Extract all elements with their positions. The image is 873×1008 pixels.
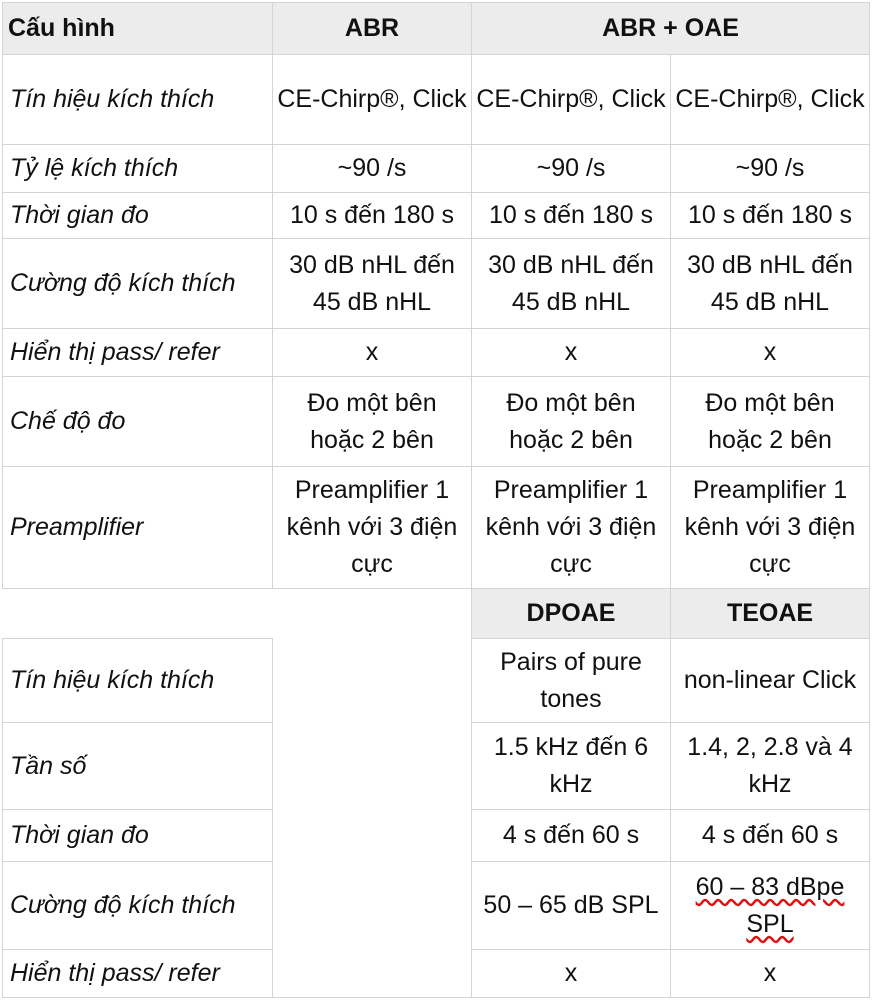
- table-cell: CE-Chirp®, Click: [273, 55, 472, 145]
- table-cell: x: [671, 329, 870, 377]
- table-cell: 10 s đến 180 s: [472, 193, 671, 239]
- table-cell: Pairs of pure tones: [472, 639, 671, 723]
- table-cell: non-linear Click: [671, 639, 870, 723]
- table-cell: Đo một bên hoặc 2 bên: [671, 377, 870, 467]
- empty-cell: [273, 862, 472, 950]
- row-label: Cường độ kích thích: [3, 239, 273, 329]
- row-label: Chế độ đo: [3, 377, 273, 467]
- table-cell: 1.5 kHz đến 6 kHz: [472, 723, 671, 810]
- table-cell: 30 dB nHL đến 45 dB nHL: [273, 239, 472, 329]
- table-cell: 30 dB nHL đến 45 dB nHL: [671, 239, 870, 329]
- table-cell: Preamplifier 1 kênh với 3 điện cực: [273, 467, 472, 589]
- table-cell: ~90 /s: [671, 145, 870, 193]
- header-row: [3, 3, 870, 55]
- table-cell: CE-Chirp®, Click: [671, 55, 870, 145]
- header-config: Cấu hình: [3, 3, 273, 55]
- header-teoae: TEOAE: [671, 589, 870, 639]
- table-row: [3, 723, 870, 810]
- table-row: [3, 193, 870, 239]
- table-cell: ~90 /s: [472, 145, 671, 193]
- table-cell: x: [472, 329, 671, 377]
- row-label: Tín hiệu kích thích: [3, 55, 273, 145]
- table-cell: 1.4, 2, 2.8 và 4 kHz: [671, 723, 870, 810]
- table-cell: 30 dB nHL đến 45 dB nHL: [472, 239, 671, 329]
- empty-cell: [273, 589, 472, 639]
- table-row: [3, 377, 870, 467]
- empty-cell: [273, 950, 472, 998]
- row-label: Tín hiệu kích thích: [3, 639, 273, 723]
- table-row: [3, 145, 870, 193]
- table-cell: 4 s đến 60 s: [472, 810, 671, 862]
- table-cell: ~90 /s: [273, 145, 472, 193]
- row-label: Thời gian đo: [3, 810, 273, 862]
- row-label: Hiển thị pass/ refer: [3, 329, 273, 377]
- table-row: [3, 329, 870, 377]
- table-row: [3, 239, 870, 329]
- table-cell: x: [273, 329, 472, 377]
- table-cell: Đo một bên hoặc 2 bên: [273, 377, 472, 467]
- empty-cell: [273, 723, 472, 810]
- spellcheck-marked-text: 60 – 83 dBpe SPL: [695, 872, 845, 938]
- row-label: Tỷ lệ kích thích: [3, 145, 273, 193]
- table-row: [3, 55, 870, 145]
- row-label: Thời gian đo: [3, 193, 273, 239]
- table-row: [3, 950, 870, 998]
- table-cell: Preamplifier 1 kênh với 3 điện cực: [472, 467, 671, 589]
- table-row: [3, 467, 870, 589]
- empty-cell: [3, 589, 273, 639]
- table-cell: 10 s đến 180 s: [273, 193, 472, 239]
- header-dpoae: DPOAE: [472, 589, 671, 639]
- header-abr: ABR: [273, 3, 472, 55]
- table-cell: CE-Chirp®, Click: [472, 55, 671, 145]
- row-label: Preamplifier: [3, 467, 273, 589]
- empty-cell: [273, 810, 472, 862]
- table-cell: [671, 862, 870, 950]
- table-cell: x: [671, 950, 870, 998]
- table-cell: 50 – 65 dB SPL: [472, 862, 671, 950]
- row-label: Tần số: [3, 723, 273, 810]
- table-cell: Đo một bên hoặc 2 bên: [472, 377, 671, 467]
- oae-header-row: [3, 589, 870, 639]
- table-row: [3, 862, 870, 950]
- table-cell: x: [472, 950, 671, 998]
- table-cell: 4 s đến 60 s: [671, 810, 870, 862]
- spec-table: [2, 2, 870, 998]
- table-row: [3, 639, 870, 723]
- row-label: Hiển thị pass/ refer: [3, 950, 273, 998]
- header-abr-oae: ABR + OAE: [472, 3, 870, 55]
- empty-cell: [273, 639, 472, 723]
- row-label: Cường độ kích thích: [3, 862, 273, 950]
- table-cell: 10 s đến 180 s: [671, 193, 870, 239]
- table-row: [3, 810, 870, 862]
- table-cell: Preamplifier 1 kênh với 3 điện cực: [671, 467, 870, 589]
